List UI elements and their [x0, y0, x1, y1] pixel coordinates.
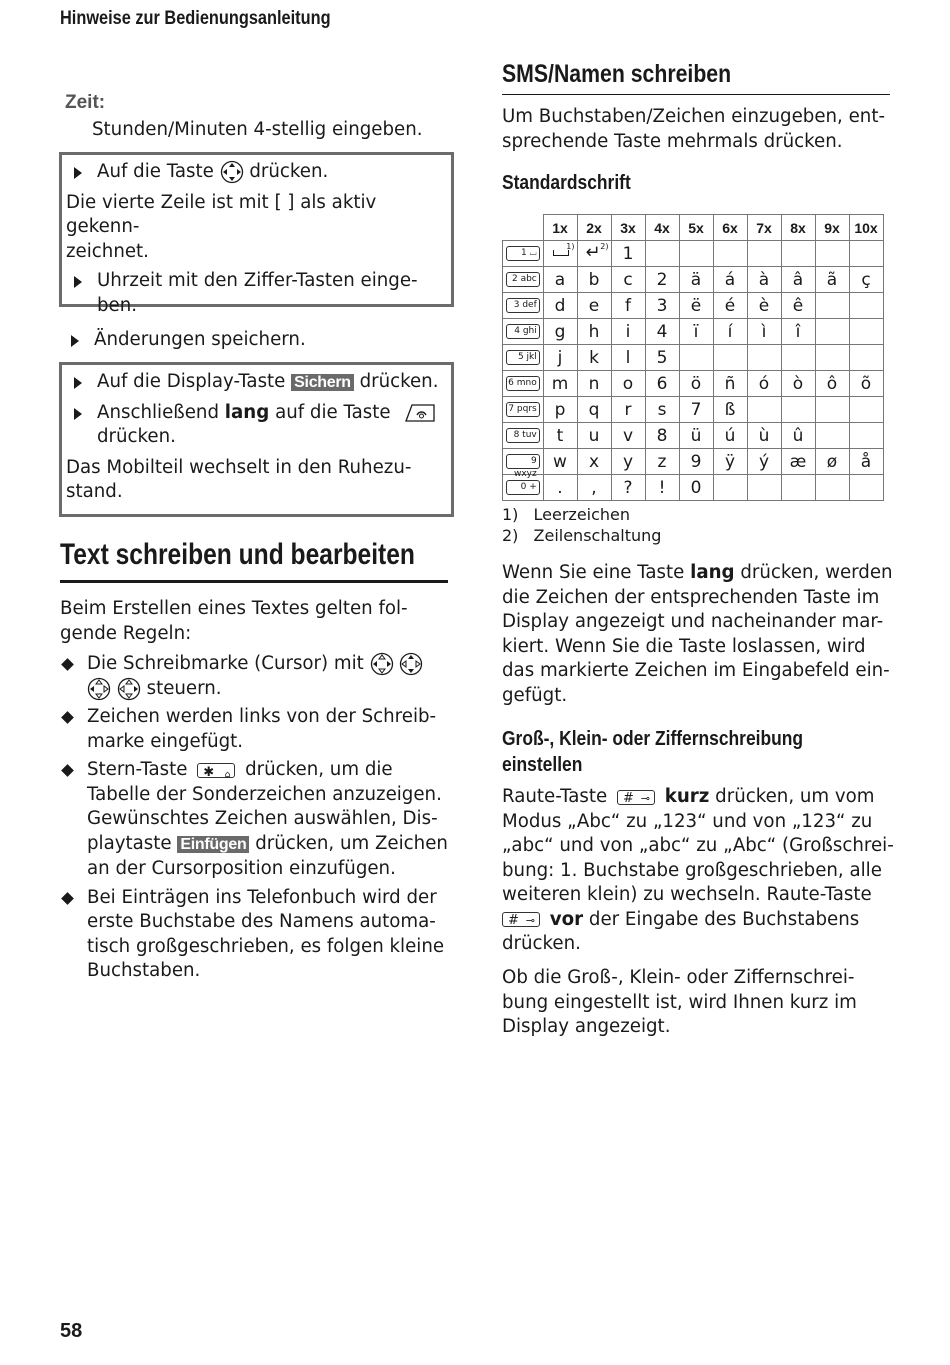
step-text: Auf die Display-Taste [97, 371, 286, 392]
column-header: 8x [781, 215, 815, 241]
phone-key-icon: 1 ⌴ [506, 246, 540, 261]
running-header: Hinweise zur Bedienungsanleitung [60, 8, 331, 29]
table-cell [815, 475, 849, 501]
table-cell [781, 397, 815, 423]
step-arrow-icon [74, 408, 82, 420]
table-cell: ? [611, 475, 645, 501]
para-text: bung eingestellt ist, wird Ihnen kurz im [502, 991, 857, 1013]
key-cell [503, 449, 544, 479]
table-cell: ë [679, 293, 713, 319]
table-cell: é [713, 293, 747, 319]
table-cell: ß [713, 397, 747, 423]
list-item [60, 758, 454, 882]
step-text: ben. [97, 294, 138, 316]
table-cell: c [611, 267, 645, 293]
table-cell: ì [747, 319, 781, 345]
footnote-mark: 1) [566, 242, 575, 251]
table-cell: 4 [645, 319, 679, 345]
table-row [503, 267, 884, 293]
table-cell [815, 345, 849, 371]
para-text: kiert. Wenn Sie die Taste loslassen, wird [502, 635, 866, 657]
item-text: Buchstaben. [87, 960, 201, 981]
hash-key-icon: # ⊸ [617, 790, 655, 805]
table-cell: ô [815, 371, 849, 397]
table-cell [815, 397, 849, 423]
subheading-text: Standardschrift [502, 171, 631, 194]
table-cell [577, 241, 611, 267]
para-text: drücken, werden [740, 562, 893, 583]
nav-key-icon [117, 677, 141, 701]
para-bold: vor [549, 908, 584, 930]
table-cell [543, 241, 577, 267]
nav-key-icon [370, 652, 394, 676]
footnote-number: 1) [502, 505, 519, 524]
table-cell: , [577, 475, 611, 501]
table-cell [815, 293, 849, 319]
item-text: Gewünschtes Zeichen auswählen, Dis- [87, 808, 438, 829]
para-text: „abc“ und von „abc“ zu „Abc“ (Großschrei- [502, 835, 894, 856]
para-text: der Eingabe des Buchstabens [588, 908, 860, 930]
para-text: Wenn Sie eine Taste [502, 562, 685, 583]
table-cell: w [543, 449, 577, 475]
list-item [60, 886, 454, 984]
step-text: auf die Taste [275, 401, 391, 423]
item-text: drücken, um die [245, 759, 393, 780]
heading-text: SMS/Namen schreiben [502, 60, 732, 88]
table-cell: d [543, 293, 577, 319]
note-line: zeichnet. [66, 240, 149, 262]
para-text: drücken. [502, 933, 581, 954]
footnote-mark: 2) [600, 242, 609, 251]
para-text: Ob die Groß-, Klein- oder Ziffernschrei- [502, 967, 855, 988]
para-text: Display angezeigt. [502, 1016, 671, 1037]
list-item [60, 705, 454, 754]
heading-text: Text schreiben und bearbeiten [60, 538, 415, 571]
step-text: Auf die Taste [97, 161, 214, 182]
table-cell [679, 345, 713, 371]
column-header: 6x [713, 215, 747, 241]
table-cell [747, 345, 781, 371]
subheading-text: einstellen [502, 753, 583, 776]
bullet-diamond-icon [61, 892, 74, 905]
table-row [503, 293, 884, 319]
table-cell: m [543, 371, 577, 397]
long-press-paragraph [502, 561, 894, 708]
table-cell: ä [679, 267, 713, 293]
display-key-einfuegen: Einfügen [177, 836, 249, 853]
item-text: erste Buchstabe des Namens automa- [87, 911, 436, 932]
table-cell [747, 475, 781, 501]
return-symbol-icon: ↵ [585, 242, 601, 263]
table-cell: s [645, 397, 679, 423]
table-cell: í [713, 319, 747, 345]
note-line: stand. [66, 481, 123, 502]
key-cell [503, 475, 544, 501]
bullet-diamond-icon [61, 711, 74, 724]
footnote-2 [502, 525, 661, 546]
para-bold: lang [690, 562, 735, 583]
footnote-text: Zeilenschaltung [533, 526, 662, 545]
item-text: Die Schreibmarke (Cursor) mit [87, 653, 364, 674]
rules-intro [60, 597, 454, 646]
table-cell: y [611, 449, 645, 475]
table-cell: æ [781, 449, 815, 475]
intro-line: sprechende Taste mehrmals drücken. [502, 130, 843, 152]
table-cell: 7 [679, 397, 713, 423]
table-cell [645, 241, 679, 267]
step-bold: lang [224, 401, 270, 423]
phone-key-icon: 0 + [506, 480, 540, 495]
table-cell: ç [849, 267, 883, 293]
display-key-sichern: Sichern [291, 374, 354, 391]
table-cell [747, 241, 781, 267]
item-text: Zeichen werden links von der Schreib- [87, 706, 437, 727]
table-cell: å [849, 449, 883, 475]
table-cell [781, 345, 815, 371]
table-cell: õ [849, 371, 883, 397]
sms-intro [502, 105, 894, 154]
item-text: drücken, um Zeichen [255, 832, 448, 854]
phone-key-icon: 9 wxyz [506, 454, 540, 469]
step-arrow-icon [71, 335, 79, 347]
table-row [503, 475, 884, 501]
hash-key-icon: # ⊸ [502, 912, 540, 927]
table-cell: i [611, 319, 645, 345]
table-cell: ã [815, 267, 849, 293]
intro-line: Beim Erstellen eines Textes gelten fol- [60, 598, 408, 619]
column-header: 3x [611, 215, 645, 241]
table-cell [849, 397, 883, 423]
table-cell [747, 397, 781, 423]
column-header: 9x [815, 215, 849, 241]
nav-key-icon [399, 652, 423, 676]
item-text: marke eingefügt. [87, 730, 244, 752]
table-cell: ï [679, 319, 713, 345]
table-cell [849, 293, 883, 319]
table-cell: z [645, 449, 679, 475]
table-cell: b [577, 267, 611, 293]
phone-key-icon: 6 mno [506, 376, 540, 391]
nav-key-icon [220, 160, 244, 184]
table-cell: x [577, 449, 611, 475]
section-heading-sms [502, 60, 890, 95]
table-cell: ü [679, 423, 713, 449]
step-text: Änderungen speichern. [94, 329, 306, 350]
step-arrow-icon [74, 377, 82, 389]
table-cell: 8 [645, 423, 679, 449]
table-cell: 9 [679, 449, 713, 475]
zeit-label: Zeit: [65, 92, 106, 113]
table-cell: ý [747, 449, 781, 475]
table-corner [503, 215, 544, 241]
key-cell [503, 293, 544, 319]
character-table [502, 214, 884, 501]
table-row [503, 423, 884, 449]
table-cell: ø [815, 449, 849, 475]
table-cell: ö [679, 371, 713, 397]
table-cell [713, 345, 747, 371]
para-text: gefügt. [502, 684, 568, 706]
table-cell: 3 [645, 293, 679, 319]
note-line: Das Mobilteil wechselt in den Ruhezu- [66, 456, 412, 478]
table-cell: v [611, 423, 645, 449]
table-cell [713, 475, 747, 501]
item-text: Tabelle der Sonderzeichen anzuzeigen. [87, 783, 442, 805]
key-cell [503, 267, 544, 293]
table-cell: u [577, 423, 611, 449]
table-cell: g [543, 319, 577, 345]
table-header-row [503, 215, 884, 241]
table-cell: . [543, 475, 577, 501]
display-indicator-paragraph [502, 966, 894, 1040]
table-cell: 0 [679, 475, 713, 501]
para-text: bung: 1. Buchstabe großgeschrieben, alle [502, 859, 882, 881]
table-cell: h [577, 319, 611, 345]
column-header: 4x [645, 215, 679, 241]
instruction-box-2 [59, 362, 454, 517]
para-text: Display angezeigt und nacheinander mar- [502, 611, 884, 632]
table-cell: k [577, 345, 611, 371]
para-text: das markierte Zeichen im Eingabefeld ein- [502, 660, 890, 681]
para-text: Modus „Abc“ zu „123“ und von „123“ zu [502, 810, 873, 832]
table-cell [781, 241, 815, 267]
table-cell [815, 319, 849, 345]
phone-key-icon: 2 abc [506, 272, 540, 287]
end-call-key-icon [402, 403, 436, 423]
item-text: Bei Einträgen ins Telefonbuch wird der [87, 886, 437, 908]
table-cell [679, 241, 713, 267]
column-header: 10x [849, 215, 883, 241]
key-cell [503, 319, 544, 345]
table-cell: l [611, 345, 645, 371]
column-header: 2x [577, 215, 611, 241]
table-row [503, 241, 884, 267]
table-row [503, 397, 884, 423]
zeit-description: Stunden/Minuten 4-stellig eingeben. [92, 119, 423, 140]
item-text: an der Cursorposition einzufügen. [87, 858, 396, 879]
table-cell: 1 [611, 241, 645, 267]
table-cell: q [577, 397, 611, 423]
table-cell: o [611, 371, 645, 397]
step-enter-time [66, 269, 447, 318]
table-cell: f [611, 293, 645, 319]
table-cell: ê [781, 293, 815, 319]
star-key-icon: ✱ ⌂ [197, 763, 235, 778]
phone-key-icon: 4 ghi [506, 324, 540, 339]
table-cell [849, 423, 883, 449]
para-text: drücken, um vom [715, 786, 875, 807]
bullet-diamond-icon [61, 764, 74, 777]
table-cell [849, 241, 883, 267]
para-text: die Zeichen der entsprechenden Taste im [502, 586, 880, 608]
step-display-key [66, 370, 447, 396]
item-text: tisch großgeschrieben, es folgen kleine [87, 935, 445, 957]
intro-line: Um Buchstaben/Zeichen einzugeben, ent- [502, 106, 886, 127]
phone-key-icon: 7 pqrs [506, 402, 540, 417]
phone-key-icon: 5 jkl [506, 350, 540, 365]
intro-line: gende Regeln: [60, 622, 192, 644]
step-text: drücken. [249, 161, 329, 182]
page-number: 58 [60, 1320, 83, 1342]
para-text: Raute-Taste [502, 786, 608, 807]
table-cell: ù [747, 423, 781, 449]
item-text: playtaste [87, 832, 172, 854]
instruction-box-1 [59, 152, 454, 316]
box1-note [66, 191, 447, 265]
footnote-text: Leerzeichen [533, 505, 631, 524]
para-text: weiteren klein) zu wechseln. Raute-Taste [502, 884, 872, 905]
step-arrow-icon [74, 167, 82, 179]
phone-key-icon: 3 def [506, 298, 540, 313]
box2-note [66, 456, 447, 505]
step-text: drücken. [97, 426, 176, 447]
bullet-diamond-icon [61, 658, 74, 671]
footnote-number: 2) [502, 526, 519, 545]
note-line: Die vierte Zeile ist mit [ ] als aktiv gekenn- [66, 191, 377, 237]
table-cell [713, 241, 747, 267]
table-cell: 6 [645, 371, 679, 397]
table-cell: e [577, 293, 611, 319]
table-cell: ! [645, 475, 679, 501]
table-cell [849, 475, 883, 501]
table-cell: â [781, 267, 815, 293]
table-cell: à [747, 267, 781, 293]
column-header: 1x [543, 215, 577, 241]
table-cell: ñ [713, 371, 747, 397]
hash-key-paragraph [502, 785, 902, 957]
list-item [60, 652, 454, 701]
table-cell: î [781, 319, 815, 345]
table-cell [849, 345, 883, 371]
key-cell [503, 397, 544, 423]
table-cell: p [543, 397, 577, 423]
table-row [503, 449, 884, 475]
step-text: Uhrzeit mit den Ziffer-Tasten einge- [97, 270, 418, 291]
item-text: steuern. [146, 677, 222, 699]
key-cell [503, 241, 544, 267]
column-header: 7x [747, 215, 781, 241]
table-cell: ó [747, 371, 781, 397]
section-heading-text-schreiben [60, 538, 448, 583]
step-save-changes [63, 328, 484, 353]
subheading-case-mode [502, 726, 922, 778]
para-bold: kurz [664, 786, 710, 807]
table-cell: j [543, 345, 577, 371]
step-press-nav [66, 160, 447, 185]
table-cell: r [611, 397, 645, 423]
table-cell [849, 319, 883, 345]
table-row [503, 319, 884, 345]
phone-key-icon: 8 tuv [506, 428, 540, 443]
subheading-text: Groß-, Klein- oder Ziffernschreibung [502, 727, 804, 750]
step-end-key [66, 401, 447, 450]
table-row [503, 371, 884, 397]
table-cell: û [781, 423, 815, 449]
step-text: Anschließend [97, 401, 219, 423]
table-cell: n [577, 371, 611, 397]
table-cell: ÿ [713, 449, 747, 475]
subheading-standardschrift [502, 170, 654, 196]
step-text: drücken. [359, 371, 439, 392]
table-cell [815, 423, 849, 449]
nav-key-icon [87, 677, 111, 701]
column-header: 5x [679, 215, 713, 241]
table-cell: a [543, 267, 577, 293]
key-cell [503, 345, 544, 371]
key-cell [503, 371, 544, 397]
footnote-1 [502, 504, 630, 525]
step-arrow-icon [74, 276, 82, 288]
table-cell: ú [713, 423, 747, 449]
table-cell [815, 241, 849, 267]
item-text: Stern-Taste [87, 759, 188, 780]
table-cell: 2 [645, 267, 679, 293]
table-cell: t [543, 423, 577, 449]
key-cell [503, 423, 544, 449]
table-cell [781, 475, 815, 501]
rules-list [60, 652, 454, 988]
table-row [503, 345, 884, 371]
table-cell: è [747, 293, 781, 319]
table-cell: á [713, 267, 747, 293]
table-cell: 5 [645, 345, 679, 371]
table-cell: ò [781, 371, 815, 397]
